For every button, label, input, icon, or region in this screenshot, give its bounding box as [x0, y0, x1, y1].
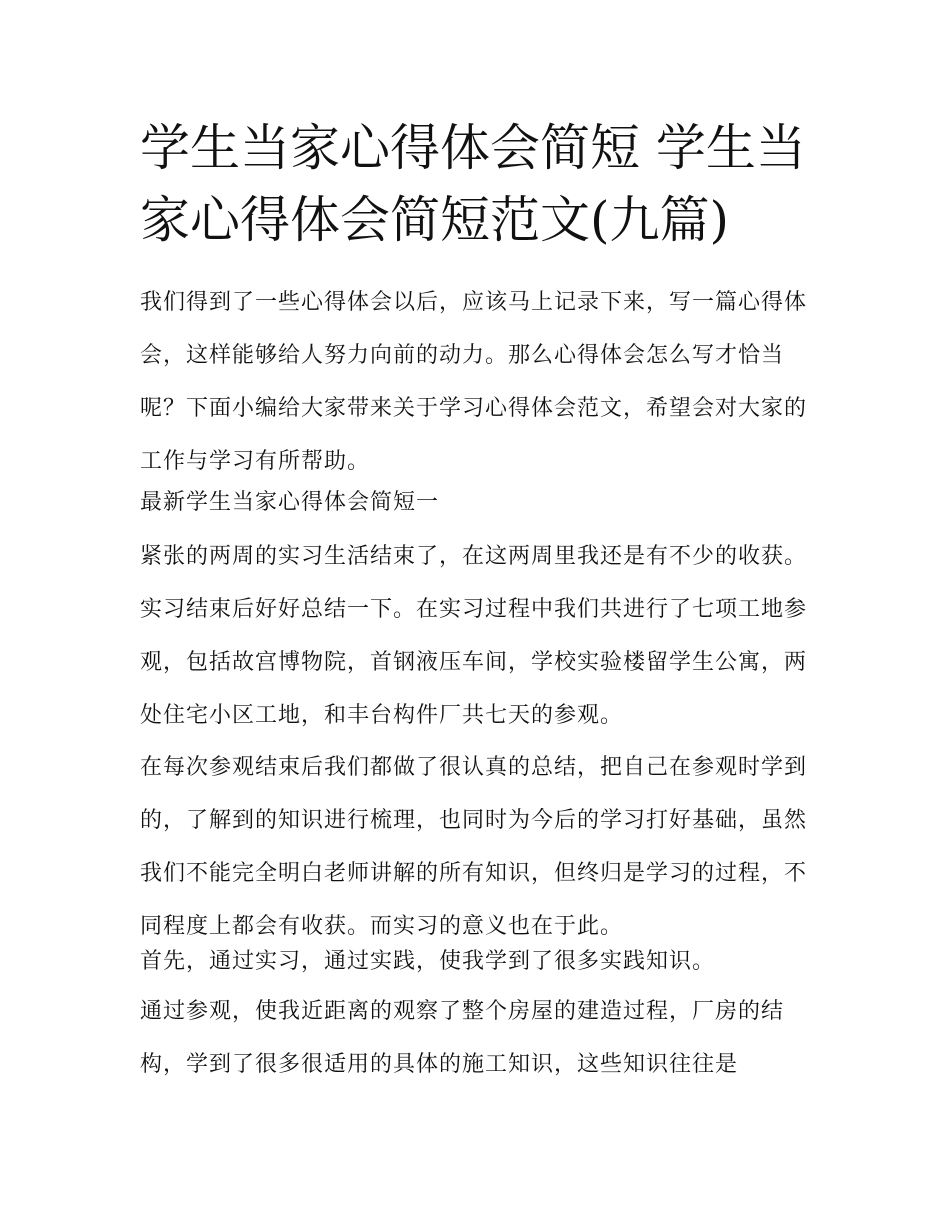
body-paragraph-4: 通过参观，使我近距离的观察了整个房屋的建造过程，厂房的结构，学到了很多很适用的具体的施工知识，这些知识往往是: [140, 999, 785, 1077]
body-paragraph-2: 在每次参观结束后我们都做了很认真的总结，把自己在参观时学到的，了解到的知识进行梳理，也同时为今后的学习打好基础，虽然我们不能完全明白老师讲解的所有知识，但终归是学习的过程，不同程度上都会有收获。而实习的意义也在于此。: [140, 755, 808, 939]
body-paragraph-1: 紧张的两周的实习生活结束了，在这两周里我还是有不少的收获。实习结束后好好总结一下。在实习过程中我们共进行了七项工地参观，包括故宫博物院，首钢液压车间，学校实验楼留学生公寓，两处住宅小区工地，和丰台构件厂共七天的参观。: [140, 544, 808, 728]
intro-paragraph: 我们得到了一些心得体会以后，应该马上记录下来，写一篇心得体会，这样能够给人努力向前的动力。那么心得体会怎么写才恰当呢？下面小编给大家带来关于学习心得体会范文，希望会对大家的工作与学习有所帮助。: [140, 290, 808, 474]
body-paragraph-3: 首先，通过实习，通过实践，使我学到了很多实践知识。: [140, 949, 716, 974]
document-title: 学生当家心得体会简短 学生当家心得体会简短范文(九篇): [140, 119, 806, 249]
section-heading: 最新学生当家心得体会简短一: [140, 490, 440, 515]
